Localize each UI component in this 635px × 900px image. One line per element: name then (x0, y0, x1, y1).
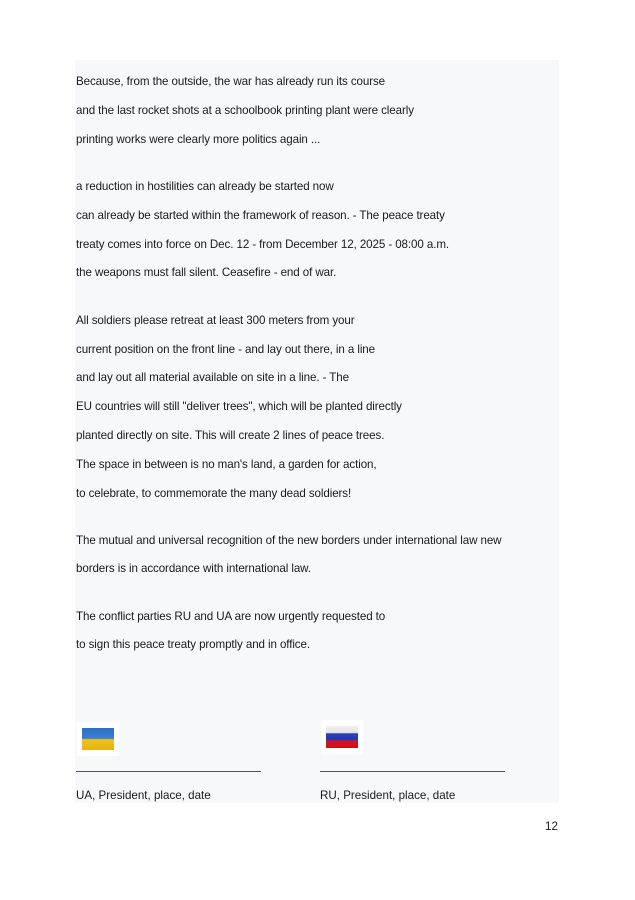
ru-signature-line (320, 771, 505, 773)
text-line: the weapons must fall silent. Ceasefire - end of war. (76, 266, 337, 279)
text-line: Because, from the outside, the war has already run its course (76, 75, 386, 88)
text-line: current position on the front line - and lay out there, in a line (76, 343, 375, 356)
text-line: EU countries will still "deliver trees", which will be planted directly (76, 400, 402, 413)
text-line: and the last rocket shots at a schoolbook printing plant were clearly (76, 104, 414, 117)
russia-flag-icon (321, 720, 363, 754)
text-line: treaty comes into force on Dec. 12 - from December 12, 2025 - 08:00 a.m. (76, 238, 449, 251)
text-line: to celebrate, to commemorate the many dead soldiers! (76, 487, 352, 500)
ua-signature-line (76, 771, 261, 773)
ua-signature-label: UA, President, place, date (76, 789, 211, 802)
russia-flag-image (326, 726, 358, 748)
text-line: All soldiers please retreat at least 300 meters from your (76, 314, 355, 327)
text-line: planted directly on site. This will create 2 lines of peace trees. (76, 429, 385, 442)
text-line: a reduction in hostilities can already be started now (76, 180, 334, 193)
page-number: 12 (545, 820, 558, 833)
ru-signature-label: RU, President, place, date (320, 789, 456, 802)
ukraine-flag-icon (77, 722, 119, 756)
text-line: can already be started within the framework of reason. - The peace treaty (76, 209, 445, 222)
text-line: to sign this peace treaty promptly and in office. (76, 638, 310, 651)
ukraine-flag-image (82, 728, 114, 750)
text-line: The conflict parties RU and UA are now urgently requested to (76, 610, 386, 623)
text-line: borders is in accordance with international law. (76, 562, 311, 575)
text-line: The space in between is no man's land, a garden for action, (76, 458, 377, 471)
text-line: and lay out all material available on site in a line. - The (76, 371, 349, 384)
text-line: The mutual and universal recognition of the new borders under international law new (76, 534, 502, 547)
text-line: printing works were clearly more politics again ... (76, 133, 321, 146)
